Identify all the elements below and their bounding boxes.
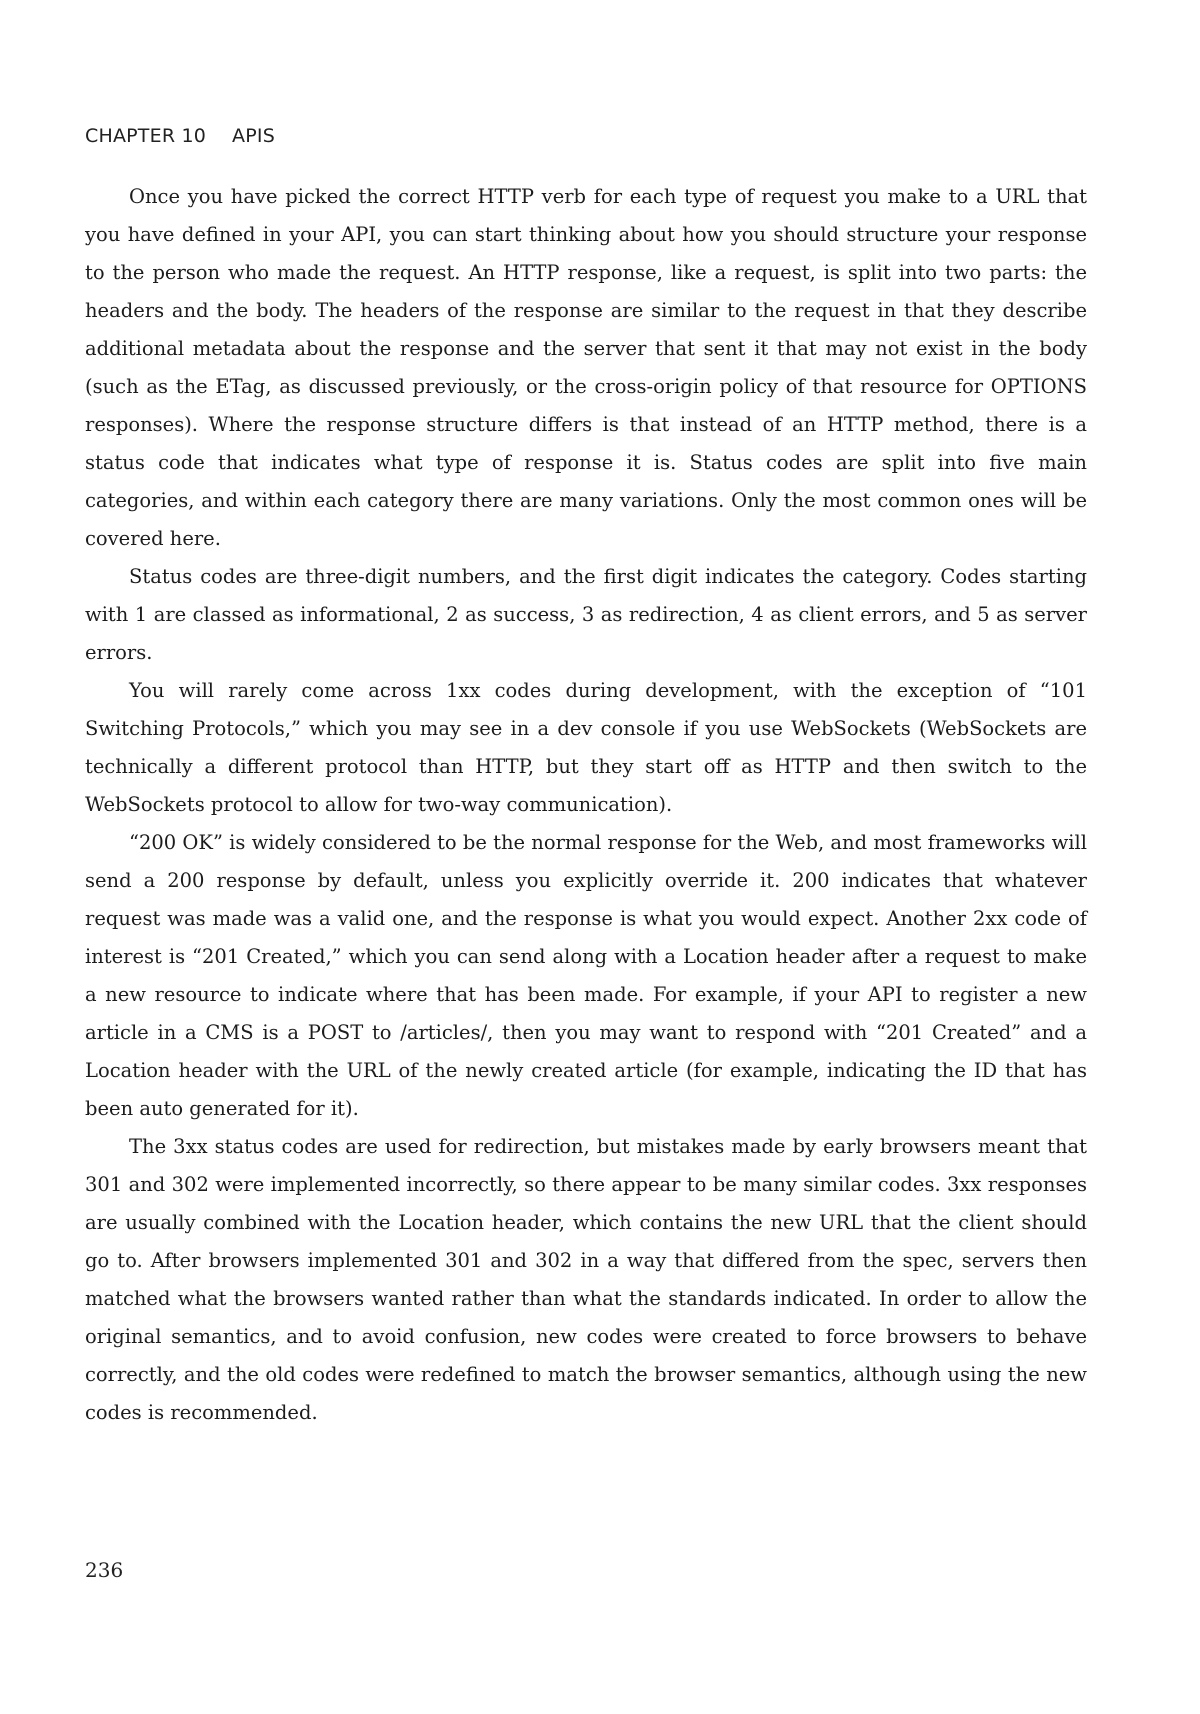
chapter-label: CHAPTER 10 bbox=[85, 125, 207, 147]
chapter-title: APIS bbox=[232, 125, 275, 147]
paragraph: Status codes are three-digit numbers, and the first digit indicates the category. Codes starting with 1 are classed as informational, 2 as success, 3 as redirection, 4 as client errors, and 5 as server errors. bbox=[85, 565, 1087, 664]
page-number: 236 bbox=[85, 1558, 124, 1582]
paragraph: The 3xx status codes are used for redirection, but mistakes made by early browsers meant that 301 and 302 were implemented incorrectly, so there appear to be many similar codes. 3xx responses are usually combined with the Location header, which contains the new URL that the client should go to. After browsers implemented 301 and 302 in a way that differed from the spec, servers then matched what the browsers wanted rather than what the standards indicated. In order to allow the original semantics, and to avoid confusion, new codes were created to force browsers to behave correctly, and the old codes were redefined to match the browser semantics, although using the new codes is recommended. bbox=[85, 1135, 1087, 1424]
paragraph: Once you have picked the correct HTTP verb for each type of request you make to a URL that you have defined in your API, you can start thinking about how you should structure your response to the person who made the request. An HTTP response, like a request, is split into two parts: the headers and the body. The headers of the response are similar to the request in that they describe additional metadata about the response and the server that sent it that may not exist in the body (such as the ETag, as discussed previously, or the cross-origin policy of that resource for OPTIONS responses). Where the response structure differs is that instead of an HTTP method, there is a status code that indicates what type of response it is. Status codes are split into five main categories, and within each category there are many variations. Only the most common ones will be covered here. bbox=[85, 185, 1087, 550]
paragraph: “200 OK” is widely considered to be the normal response for the Web, and most frameworks will send a 200 response by default, unless you explicitly override it. 200 indicates that whatever request was made was a valid one, and the response is what you would expect. Another 2xx code of interest is “201 Created,” which you can send along with a Location header after a request to make a new resource to indicate where that has been made. For example, if your API to register a new article in a CMS is a POST to /articles/, then you may want to respond with “201 Created” and a Location header with the URL of the newly created article (for example, indicating the ID that has been auto generated for it). bbox=[85, 831, 1087, 1120]
paragraph: You will rarely come across 1xx codes during development, with the exception of “101 Switching Protocols,” which you may see in a dev console if you use WebSockets (WebSockets are technically a different protocol than HTTP, but they start off as HTTP and then switch to the WebSockets protocol to allow for two-way communication). bbox=[85, 679, 1087, 816]
body-text bbox=[85, 178, 1087, 1432]
running-head bbox=[85, 125, 275, 147]
